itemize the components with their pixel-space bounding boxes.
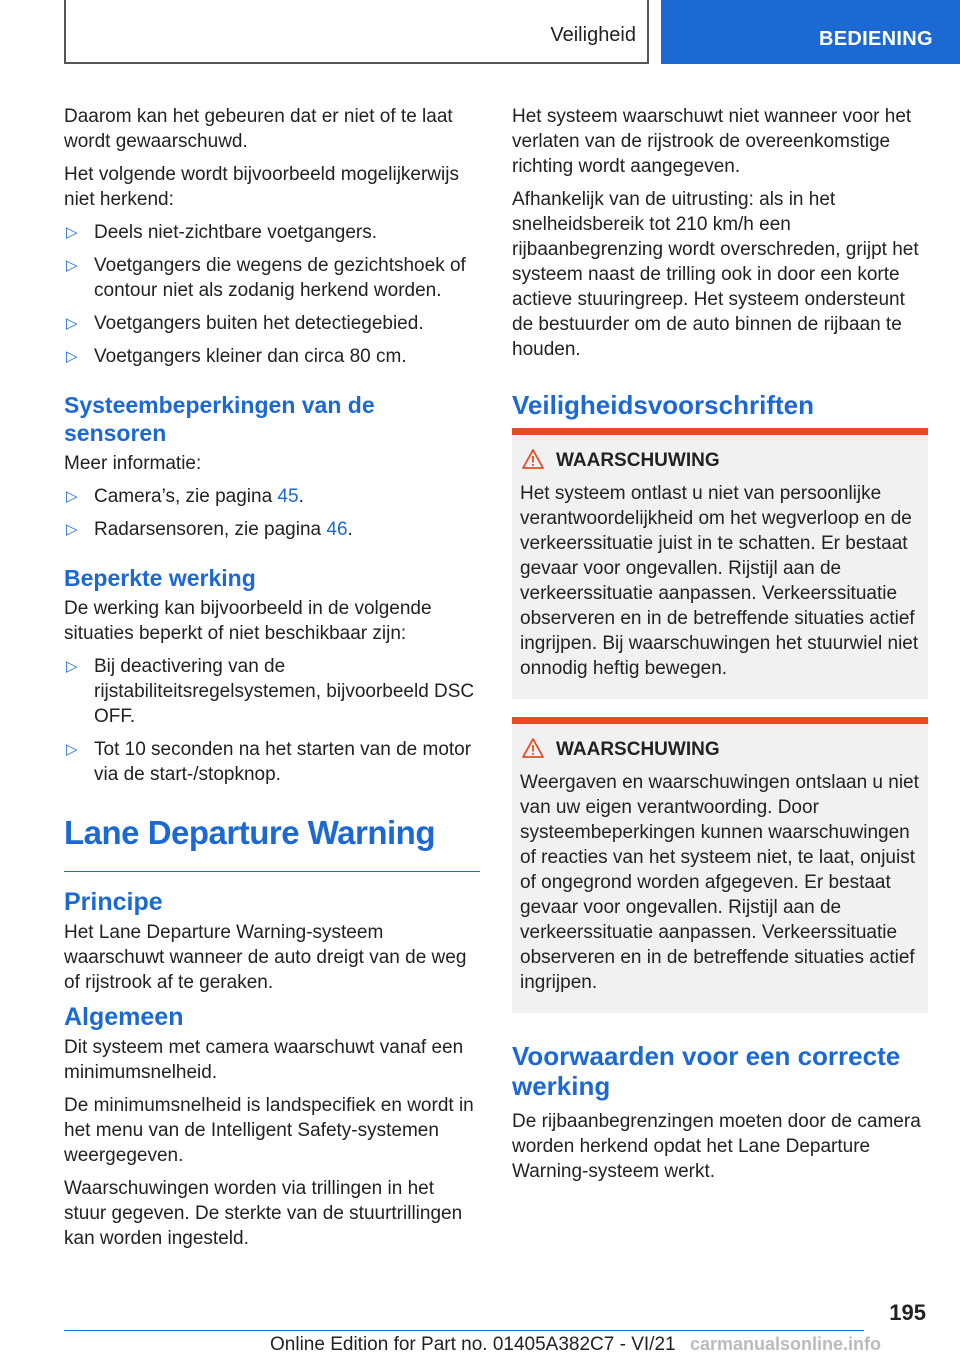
heading-algemeen: Algemeen xyxy=(64,1003,184,1031)
watermark: carmanualsonline.info xyxy=(690,1334,882,1354)
heading-principe: Principe xyxy=(64,888,163,916)
header-chapter-tab: BEDIENING xyxy=(661,0,960,64)
heading-lane-departure-warning: Lane Departure Warning xyxy=(64,813,480,872)
paragraph: Het systeem waarschuwt niet wanneer voor het verlaten van de rijstrook de overeenkomstige richting wordt aangegeven. xyxy=(512,106,912,177)
triangle-bullet-icon: ▷ xyxy=(66,315,78,332)
paragraph: Het volgende wordt bijvoorbeeld mogelijkerwijs niet herkend: xyxy=(64,164,459,210)
paragraph: De rijbaanbegrenzingen moeten door de camera worden herkend opdat het Lane Departure Warning-systeem werkt. xyxy=(512,1111,921,1182)
triangle-bullet-icon: ▷ xyxy=(66,741,78,758)
list-item: ▷ Radarsensoren, zie pagina 46. xyxy=(66,519,353,540)
triangle-bullet-icon: ▷ xyxy=(66,521,78,538)
paragraph: Daarom kan het gebeuren dat er niet of te laat wordt gewaarschuwd. xyxy=(64,106,453,152)
paragraph: Meer informatie: xyxy=(64,453,202,474)
warning-text: Het systeem ontlast u niet van persoonlijke verantwoordelijkheid om het wegverloop en de verkeerssituatie juist in te schatten. Er bestaat gevaar voor ongevallen. Rijstijl aan de verkeerssituatie aanpassen. Verkeerssituatie observeren en in de betreffende situaties actief ingrijpen. Bij waarschuwingen het stuurwiel niet onnodig heftig bewegen. xyxy=(520,483,919,679)
triangle-bullet-icon: ▷ xyxy=(66,224,78,241)
warning-box xyxy=(512,428,928,699)
bullet-list xyxy=(64,220,480,369)
list-item: ▷ Camera’s, zie pagina 45. xyxy=(66,486,304,507)
heading-veiligheidsvoorschriften: Veiligheidsvoorschriften xyxy=(512,390,814,420)
header-section-title: Veiligheid xyxy=(550,24,636,46)
list-item: ▷ Tot 10 seconden na het starten van de motor via de start-/stopknop. xyxy=(66,739,472,785)
triangle-bullet-icon: ▷ xyxy=(66,348,78,365)
list-item: ▷ Voetgangers die wegens de gezichtshoek of contour niet als zodanig herkend worden. xyxy=(66,255,466,301)
list-item: ▷ Voetgangers buiten het detectiegebied. xyxy=(66,313,424,334)
heading-beperkte-werking: Beperkte werking xyxy=(64,565,256,591)
footer-divider xyxy=(64,1330,864,1331)
heading-voorwaarden: Voorwaarden voor een correcte werking xyxy=(512,1041,901,1101)
heading-systeembeperkingen: Systeembeperkingen van de sensoren xyxy=(64,392,375,446)
footer-edition: Online Edition for Part no. 01405A382C7 - VI/21 xyxy=(270,1334,676,1355)
list-item: ▷ Deels niet-zichtbare voetgangers. xyxy=(66,222,378,243)
list-item: ▷ Bij deactivering van de rijstabiliteitsregelsystemen, bijvoorbeeld DSC OFF. xyxy=(66,656,475,727)
bullet-list xyxy=(64,484,480,542)
page-reference-link[interactable]: 45 xyxy=(277,486,299,507)
paragraph: Dit systeem met camera waarschuwt vanaf een minimumsnelheid. xyxy=(64,1037,464,1083)
page-reference-link[interactable]: 46 xyxy=(326,519,348,540)
warning-triangle-icon xyxy=(522,738,544,758)
paragraph: Het Lane Departure Warning-systeem waarschuwt wanneer de auto dreigt van de weg of rijstrook af te geraken. xyxy=(64,922,467,993)
warning-box xyxy=(512,717,928,1013)
triangle-bullet-icon: ▷ xyxy=(66,658,78,675)
paragraph: Afhankelijk van de uitrusting: als in het snelheidsbereik tot 210 km/h een rijbaanbegrenzing wordt overschreden, grijpt het systeem naast de trilling ook in door een korte actieve stuuringreep. Het systeem ondersteunt de bestuurder om de auto binnen de rijbaan te houden. xyxy=(512,189,919,360)
paragraph: De werking kan bijvoorbeeld in de volgende situaties beperkt of niet beschikbaar zijn: xyxy=(64,598,432,644)
paragraph: Waarschuwingen worden via trillingen in het stuur gegeven. De sterkte van de stuurtrillingen kan worden ingesteld. xyxy=(64,1178,463,1249)
warning-text: Weergaven en waarschuwingen ontslaan u niet van uw eigen verantwoording. Door systeembeperkingen kunnen waarschuwingen of reacties van het systeem niet, te laat, onjuist of ongegrond worden afgegeven. Er bestaat gevaar voor ongevallen. Rijstijl aan de verkeerssituatie aanpassen. Verkeerssituatie observeren en in de betreffende situaties actief ingrijpen. xyxy=(520,772,919,993)
right-column xyxy=(512,104,928,1192)
left-column xyxy=(64,104,480,1259)
page-number: 195 xyxy=(889,1300,926,1325)
warning-title: WAARSCHUWING xyxy=(520,449,920,473)
triangle-bullet-icon: ▷ xyxy=(66,488,78,505)
paragraph: De minimumsnelheid is landspecifiek en wordt in het menu van de Intelligent Safety-systemen weergegeven. xyxy=(64,1095,474,1166)
warning-title: WAARSCHUWING xyxy=(520,738,920,762)
warning-triangle-icon xyxy=(522,449,544,469)
bullet-list xyxy=(64,654,480,787)
list-item: ▷ Voetgangers kleiner dan circa 80 cm. xyxy=(66,346,407,367)
triangle-bullet-icon: ▷ xyxy=(66,257,78,274)
